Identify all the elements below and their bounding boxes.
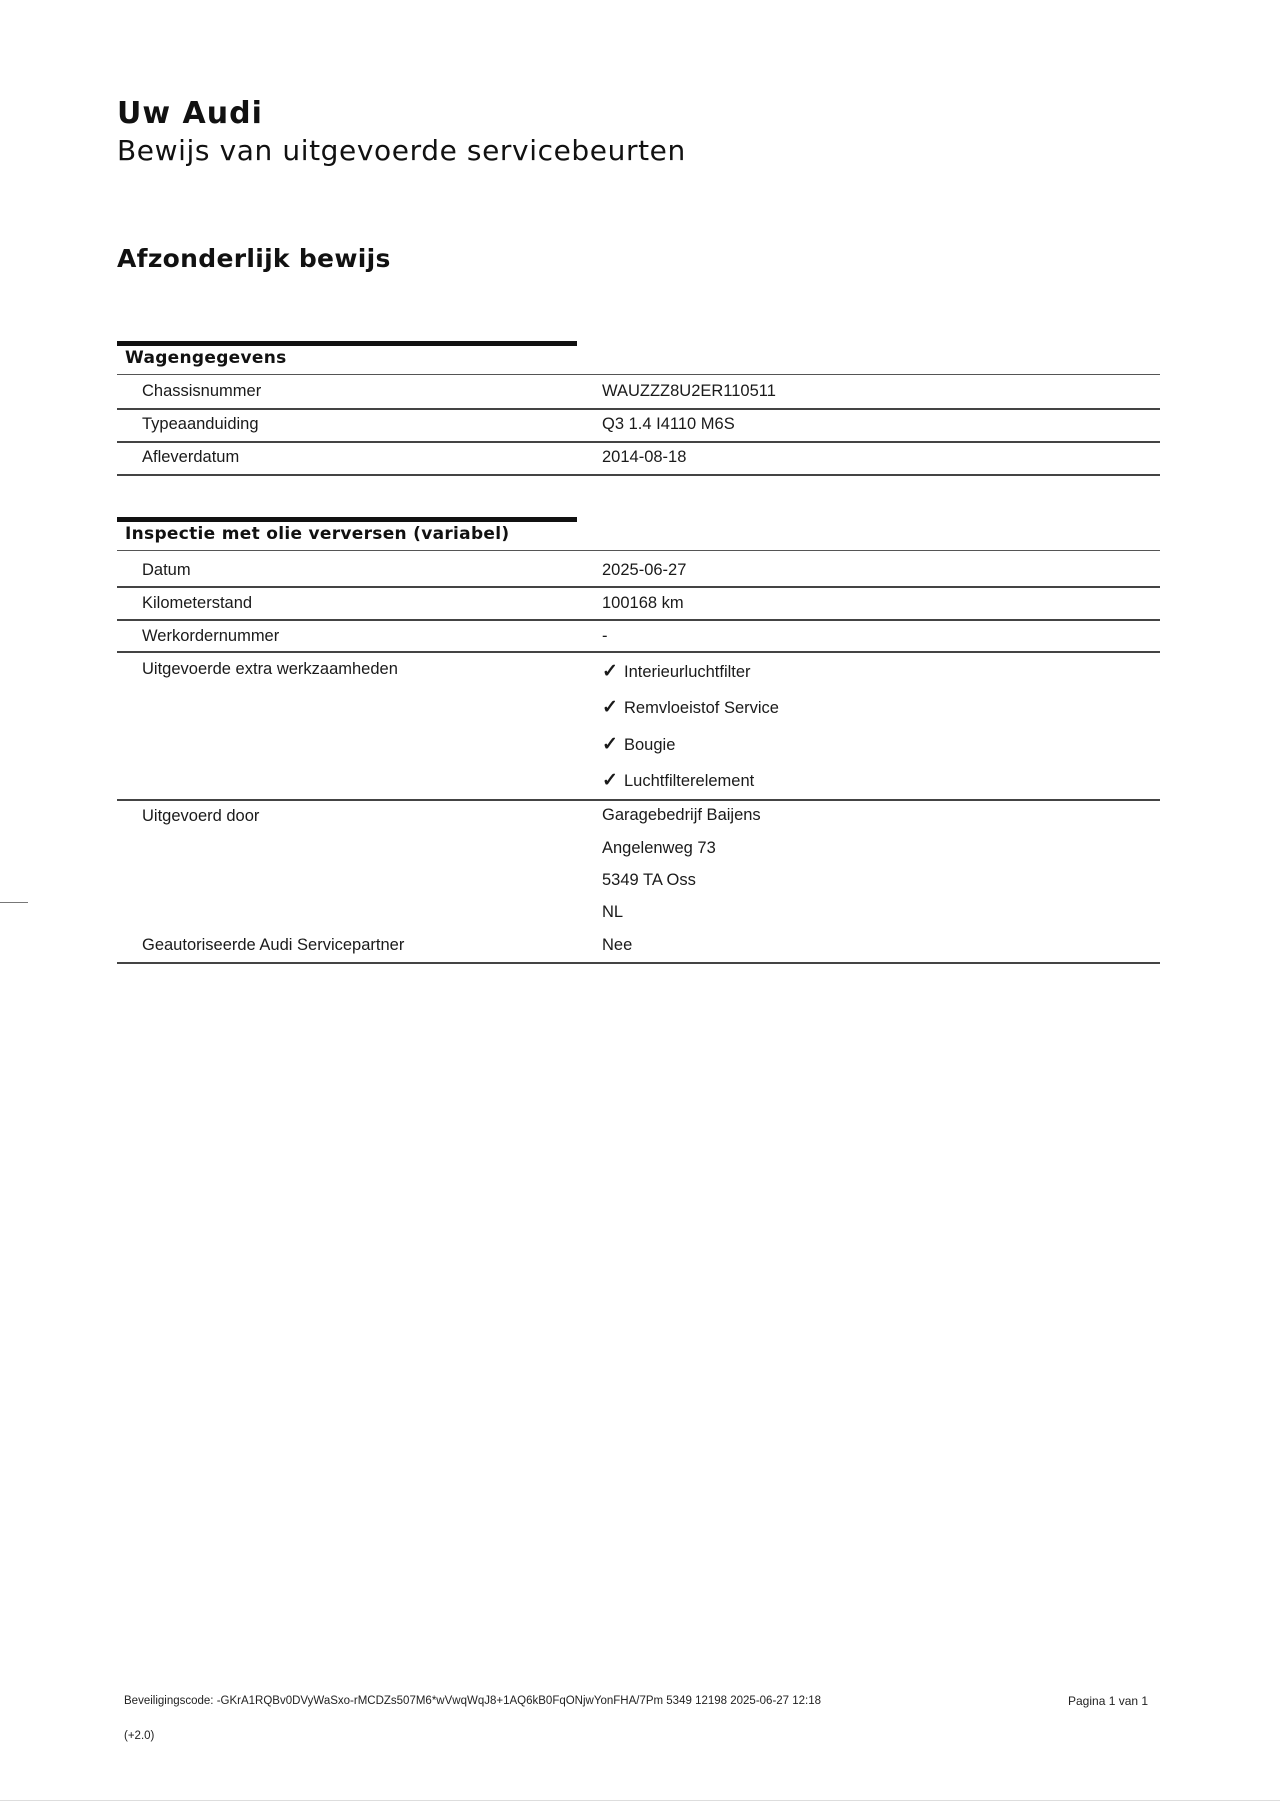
row-label: Kilometerstand: [142, 594, 253, 612]
row-value: Nee: [602, 936, 633, 954]
vehicle-data-heading: Wagengegevens: [125, 348, 287, 368]
divider: [117, 474, 1160, 476]
row-label: Geautoriseerde Audi Servicepartner: [142, 936, 405, 954]
check-icon: ✓: [602, 697, 618, 718]
row-label: Datum: [142, 561, 191, 579]
divider: [117, 586, 1160, 588]
row-label: Uitgevoerd door: [142, 807, 260, 825]
section-bar: [117, 341, 577, 346]
service-row-extra-work: [117, 654, 1160, 804]
section-bar: [117, 517, 577, 522]
row-value: 100168 km: [602, 594, 684, 612]
row-value: 2025-06-27: [602, 561, 687, 579]
extra-work-item: [602, 660, 751, 683]
extra-work-item: [602, 769, 754, 792]
row-label: Werkordernummer: [142, 627, 280, 645]
row-value: Q3 1.4 I4110 M6S: [602, 415, 735, 433]
row-label: Uitgevoerde extra werkzaamheden: [142, 660, 398, 678]
row-value: -: [602, 627, 608, 645]
row-label: Typeaanduiding: [142, 415, 259, 433]
extra-work-label: Bougie: [624, 736, 676, 754]
service-heading: Inspectie met olie verversen (variabel): [125, 524, 510, 544]
divider: [117, 441, 1160, 443]
extra-work-label: Luchtfilterelement: [624, 772, 755, 790]
extra-work-item: [602, 696, 779, 719]
row-value: WAUZZZ8U2ER110511: [602, 382, 776, 400]
garage-city: 5349 TA Oss: [602, 871, 696, 889]
divider: [117, 962, 1160, 964]
version-label: (+2.0): [124, 1730, 155, 1742]
garage-country: NL: [602, 903, 624, 921]
divider: [117, 408, 1160, 410]
row-label: Chassisnummer: [142, 382, 262, 400]
document-subtitle: Bewijs van uitgevoerde servicebeurten: [117, 134, 686, 167]
divider: [117, 550, 1160, 551]
row-label: Afleverdatum: [142, 448, 240, 466]
check-icon: ✓: [602, 734, 618, 755]
check-icon: ✓: [602, 661, 618, 682]
divider: [117, 374, 1160, 375]
garage-name: Garagebedrijf Baijens: [602, 806, 761, 824]
extra-work-item: [602, 733, 675, 756]
security-code: Beveiligingscode: -GKrA1RQBv0DVyWaSxo-rMCDZs507M6*wVwqWqJ8+1AQ6kB0FqONjwYonFHA/7Pm 5349 12198 2025-06-27 12:18: [124, 1695, 822, 1707]
check-icon: ✓: [602, 770, 618, 791]
divider: [117, 619, 1160, 621]
margin-mark: [0, 902, 28, 903]
divider: [117, 651, 1160, 653]
extra-work-label: Remvloeistof Service: [624, 699, 779, 717]
extra-work-label: Interieurluchtfilter: [624, 663, 751, 681]
brand-title: Uw Audi: [117, 96, 263, 131]
page-number: Pagina 1 van 1: [1068, 1694, 1149, 1708]
garage-street: Angelenweg 73: [602, 839, 716, 857]
section-title: Afzonderlijk bewijs: [117, 244, 391, 273]
page-edge: [0, 1800, 1280, 1801]
row-value: 2014-08-18: [602, 448, 687, 466]
